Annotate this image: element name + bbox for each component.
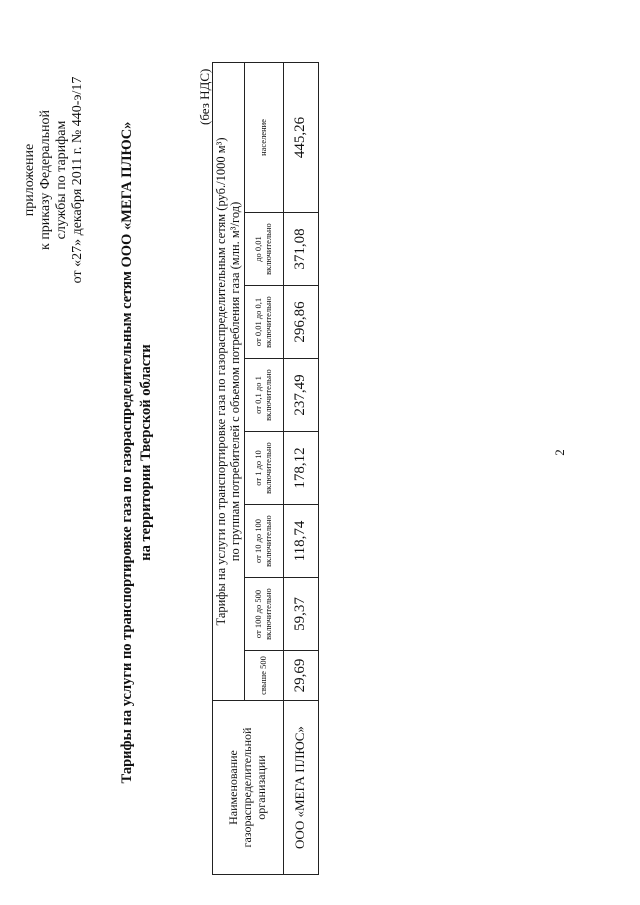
appendix-line: приложение	[22, 143, 37, 217]
tariff-group-header	[213, 62, 245, 700]
appendix-line: службы по тарифам	[54, 120, 69, 240]
column-header: свыше 500	[244, 651, 283, 701]
document-title	[118, 0, 156, 905]
column-header: от 0,01 до 0,1 включительно	[244, 286, 283, 359]
title-line-2: на территории Тверской области	[138, 344, 154, 561]
page-number: 2	[552, 449, 567, 456]
tariff-value: 237,49	[283, 359, 318, 432]
column-header: от 0,1 до 1 включительно	[244, 359, 283, 432]
table-row	[283, 62, 318, 874]
tariff-value: 445,26	[283, 62, 318, 212]
column-header: от 10 до 100 включительно	[244, 505, 283, 578]
organization-name: ООО «МЕГА ПЛЮС»	[283, 701, 318, 875]
column-header: от 100 до 500 включительно	[244, 578, 283, 651]
tariff-table	[212, 62, 319, 875]
org-column-header: Наименование газораспределительной организации	[213, 701, 284, 875]
column-header: до 0,01 включительно	[244, 213, 283, 286]
appendix-line: к приказу Федеральной	[38, 110, 53, 250]
tariff-value: 371,08	[283, 213, 318, 286]
group-header-line-1: Тарифы на услуги по транспортировке газа по газораспределительным сетям (руб./1000 м³)	[214, 137, 228, 626]
vat-note: (без НДС)	[197, 68, 212, 125]
tariff-value: 29,69	[283, 651, 318, 701]
tariff-value: 118,74	[283, 505, 318, 578]
appendix-line: от «27» декабря 2011 г. № 440-э/17	[70, 76, 85, 284]
tariff-value: 178,12	[283, 432, 318, 505]
column-header: население	[244, 62, 283, 212]
group-header-line-2: по группам потребителей с объемом потребления газа (млн. м³/год)	[228, 201, 243, 562]
appendix-header	[22, 30, 86, 330]
tariff-value: 296,86	[283, 286, 318, 359]
tariff-value: 59,37	[283, 578, 318, 651]
column-header: от 1 до 10 включительно	[244, 432, 283, 505]
title-line-1: Тарифы на услуги по транспортировке газа по газораспределительным сетям ООО «МЕГА ПЛЮС»	[119, 121, 135, 784]
